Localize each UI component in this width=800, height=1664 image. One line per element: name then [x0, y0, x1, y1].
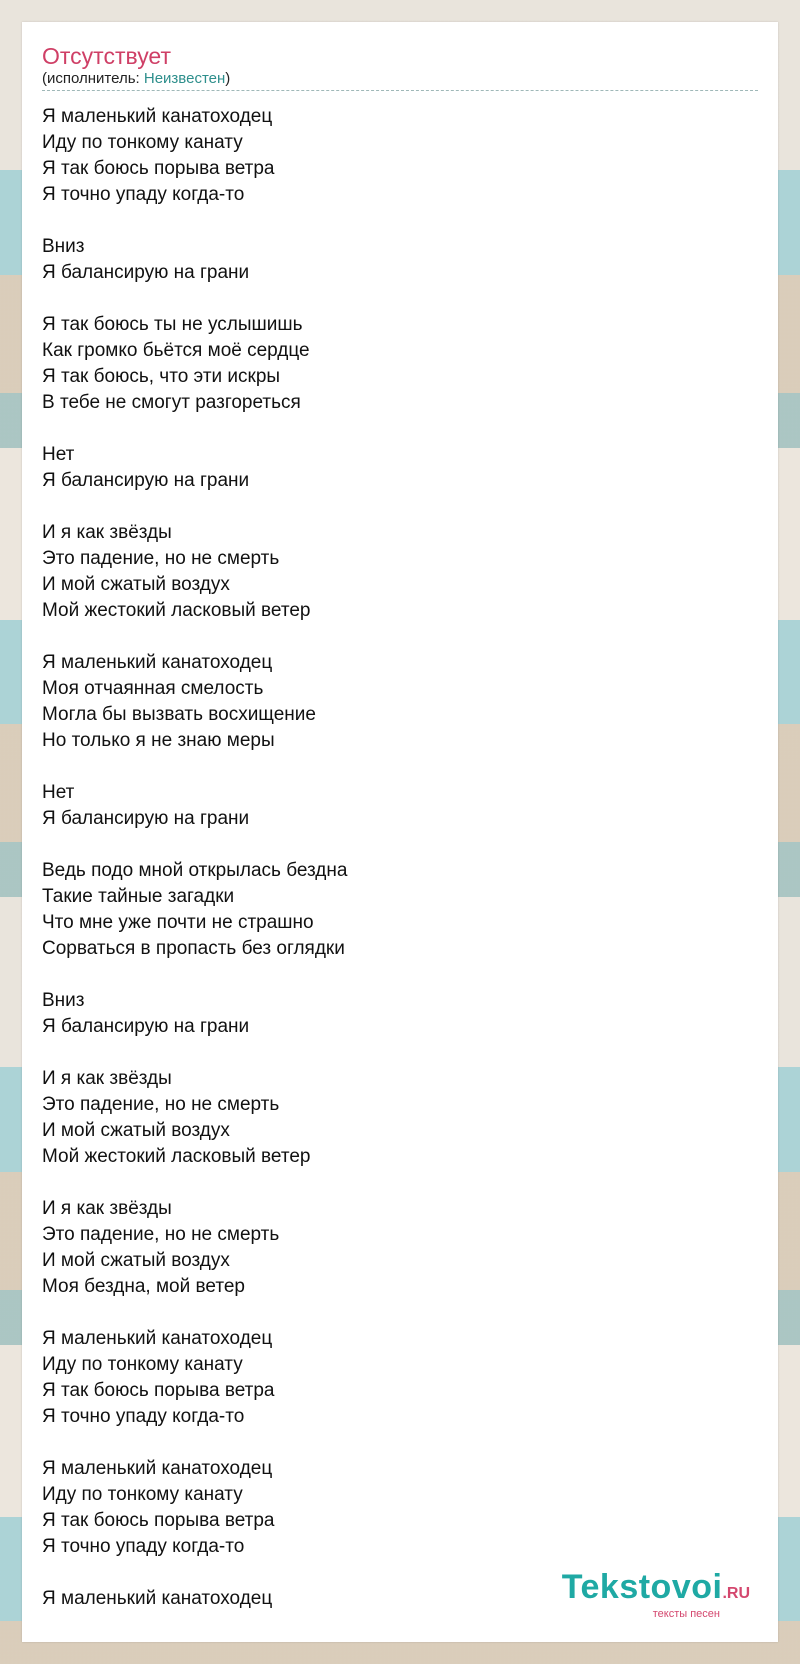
lyrics-line: Мой жестокий ласковый ветер	[42, 600, 311, 621]
lyrics-line: Я так боюсь ты не услышишь	[42, 314, 303, 335]
artist-prefix: (исполнитель:	[42, 70, 144, 87]
lyrics-line: Я балансирую на грани	[42, 262, 250, 283]
lyrics-line: Но только я не знаю меры	[42, 730, 275, 751]
lyrics-stanza	[42, 234, 742, 286]
lyrics-stanza	[42, 858, 742, 962]
lyrics-line: И мой сжатый воздух	[42, 574, 230, 595]
lyrics-line: Я маленький канатоходец	[42, 106, 273, 127]
lyrics-line: Иду по тонкому канату	[42, 1354, 243, 1375]
lyrics-line: Моя бездна, мой ветер	[42, 1276, 245, 1297]
lyrics-body	[42, 104, 742, 1638]
artist-link[interactable]: Неизвестен	[143, 70, 226, 87]
lyrics-stanza	[42, 1326, 742, 1430]
lyrics-stanza	[42, 442, 742, 494]
lyrics-line: И мой сжатый воздух	[42, 1250, 230, 1271]
lyrics-line: И я как звёзды	[42, 1198, 172, 1219]
lyrics-stanza	[42, 1066, 742, 1170]
lyrics-line: Я точно упаду когда-то	[42, 184, 245, 205]
lyrics-line: Я точно упаду когда-то	[42, 1536, 245, 1557]
logo-tld: .RU	[722, 1585, 750, 1602]
lyrics-line: Я маленький канатоходец	[42, 1458, 273, 1479]
lyrics-line: Иду по тонкому канату	[42, 1484, 243, 1505]
site-logo[interactable]	[562, 1570, 750, 1620]
lyrics-line: Я так боюсь порыва ветра	[42, 1380, 275, 1401]
lyrics-line: Я балансирую на грани	[42, 1016, 250, 1037]
lyrics-line: Я так боюсь порыва ветра	[42, 158, 275, 179]
logo-tagline: тексты песен	[652, 1608, 720, 1620]
lyrics-line: Я так боюсь, что эти искры	[42, 366, 281, 387]
lyrics-line: И я как звёзды	[42, 1068, 172, 1089]
lyrics-line: Ведь подо мной открылась бездна	[42, 860, 348, 881]
artist-suffix: )	[225, 70, 231, 87]
lyrics-card	[22, 22, 778, 1642]
lyrics-line: Я маленький канатоходец	[42, 652, 273, 673]
lyrics-line: Что мне уже почти не страшно	[42, 912, 314, 933]
lyrics-line: Такие тайные загадки	[42, 886, 235, 907]
lyrics-stanza	[42, 312, 742, 416]
lyrics-line: Я маленький канатоходец	[42, 1588, 273, 1609]
lyrics-stanza	[42, 1196, 742, 1300]
lyrics-line: Иду по тонкому канату	[42, 132, 243, 153]
lyrics-line: Мой жестокий ласковый ветер	[42, 1146, 311, 1167]
lyrics-line: Моя отчаянная смелость	[42, 678, 264, 699]
lyrics-line: Это падение, но не смерть	[42, 548, 280, 569]
logo-name: Tekstovoi	[561, 1568, 723, 1606]
lyrics-line: Сорваться в пропасть без оглядки	[42, 938, 345, 959]
lyrics-line: Вниз	[42, 990, 85, 1011]
lyrics-stanza	[42, 1456, 742, 1560]
lyrics-line: Я маленький канатоходец	[42, 1328, 273, 1349]
lyrics-line: Я балансирую на грани	[42, 470, 250, 491]
lyrics-line: Нет	[42, 782, 75, 803]
lyrics-line: И я как звёзды	[42, 522, 172, 543]
lyrics-stanza	[42, 650, 742, 754]
lyrics-stanza	[42, 988, 742, 1040]
lyrics-line: Я точно упаду когда-то	[42, 1406, 245, 1427]
artist-line	[42, 70, 758, 88]
song-title: Отсутствует	[42, 43, 171, 69]
lyrics-stanza	[42, 520, 742, 624]
lyrics-line: Вниз	[42, 236, 85, 257]
lyrics-line: Я балансирую на грани	[42, 808, 250, 829]
lyrics-line: В тебе не смогут разгореться	[42, 392, 301, 413]
song-header	[42, 42, 758, 91]
lyrics-stanza	[42, 780, 742, 832]
lyrics-line: Это падение, но не смерть	[42, 1224, 280, 1245]
lyrics-line: Могла бы вызвать восхищение	[42, 704, 316, 725]
lyrics-stanza	[42, 104, 742, 208]
lyrics-line: Как громко бьётся моё сердце	[42, 340, 310, 361]
lyrics-line: Нет	[42, 444, 75, 465]
lyrics-line: И мой сжатый воздух	[42, 1120, 230, 1141]
lyrics-line: Я так боюсь порыва ветра	[42, 1510, 275, 1531]
lyrics-line: Это падение, но не смерть	[42, 1094, 280, 1115]
logo-wordmark	[562, 1570, 750, 1611]
